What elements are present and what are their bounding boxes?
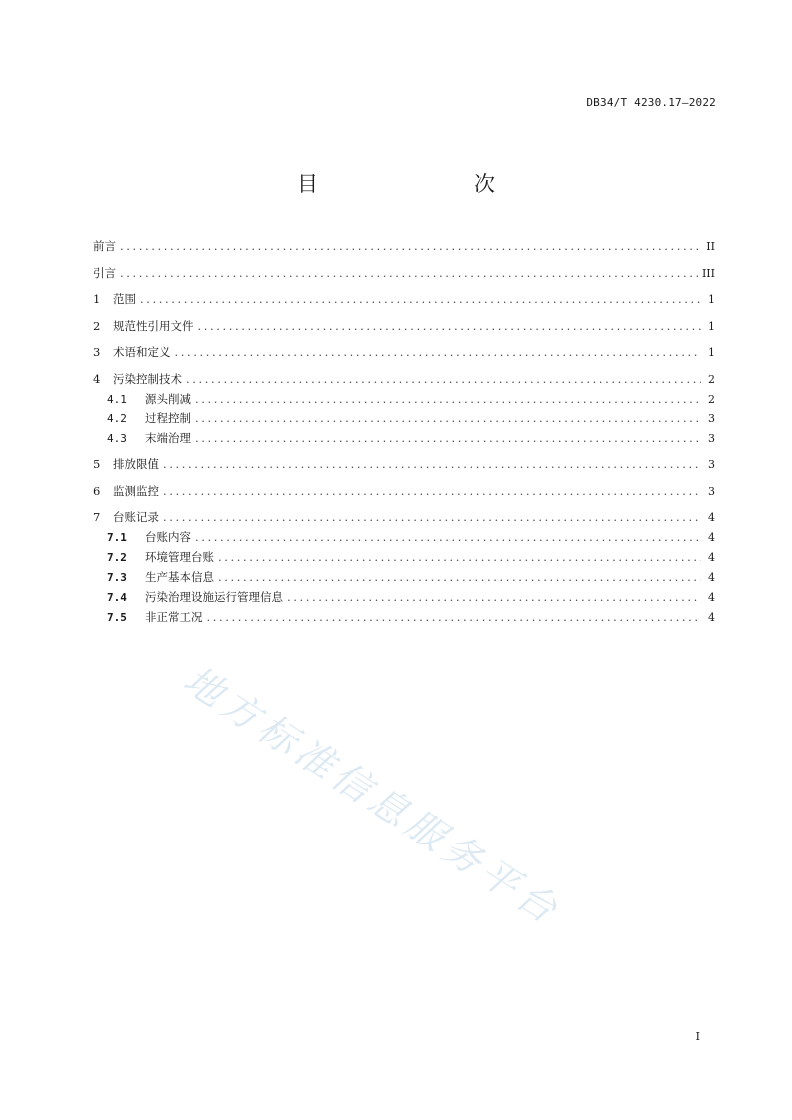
toc-entry-page: 1: [708, 346, 715, 359]
toc-entry-page: 2: [708, 372, 715, 386]
toc-entry[interactable]: [93, 238, 715, 258]
toc-entry-label: 污染控制技术: [113, 371, 182, 386]
toc-entry[interactable]: [93, 509, 715, 529]
dot-leader: [287, 590, 701, 604]
toc-entry-number: 7.1: [107, 531, 127, 545]
dot-leader: [120, 239, 701, 253]
toc-entry-label: 末端治理: [145, 431, 191, 446]
toc-entry[interactable]: [93, 483, 715, 503]
toc-entry[interactable]: [93, 391, 715, 411]
toc-entry-number: 4: [93, 371, 101, 386]
toc-entry-number: 3: [93, 345, 101, 359]
toc-entry-number: 7.3: [107, 570, 127, 584]
dot-leader: [186, 372, 701, 386]
toc-entry-page: III: [701, 266, 715, 280]
toc-entry-page: 1: [708, 293, 715, 306]
toc-entry-label: 排放限值: [113, 457, 159, 472]
toc-entry-page: 4: [708, 531, 715, 545]
dot-leader: [195, 530, 701, 544]
dot-leader: [195, 411, 701, 425]
toc-entry-number: 1: [93, 292, 101, 306]
dot-leader: [175, 345, 702, 359]
toc-entry-page: 2: [708, 392, 715, 406]
toc-entry-label: 非正常工况: [145, 609, 203, 624]
page-title: 目 次: [297, 172, 533, 196]
dot-leader: [195, 431, 701, 445]
toc-entry[interactable]: [93, 549, 715, 569]
toc-entry-number: 4.1: [107, 392, 127, 406]
toc-entry-number: 7.2: [107, 551, 127, 565]
toc-entry[interactable]: [93, 291, 715, 311]
toc-entry[interactable]: [93, 318, 715, 338]
page-number: I: [695, 1030, 700, 1043]
toc-entry-page: 3: [708, 484, 715, 498]
toc-entry-label: 源头削减: [145, 391, 191, 406]
watermark: 地方标准信息服务平台: [176, 657, 570, 935]
toc-entry-page: 4: [708, 511, 715, 525]
toc-entry-page: 4: [708, 570, 715, 584]
toc-entry-number: 4.3: [107, 432, 127, 446]
toc-entry[interactable]: [93, 430, 715, 450]
toc-entry-label: 引言: [93, 265, 116, 280]
toc-entry[interactable]: [93, 529, 715, 549]
toc-entry-page: 4: [708, 590, 715, 604]
dot-leader: [198, 319, 702, 333]
toc-entry-number: 4.2: [107, 412, 127, 426]
toc-entry[interactable]: [93, 456, 715, 476]
toc-entry-number: 7.4: [107, 590, 127, 604]
toc-entry-page: 1: [708, 319, 715, 333]
dot-leader: [120, 266, 698, 280]
toc-entry-label: 过程控制: [145, 411, 191, 426]
toc-entry-label: 污染治理设施运行管理信息: [145, 589, 283, 604]
toc-entry-page: 3: [708, 412, 715, 426]
dot-leader: [207, 610, 702, 624]
toc-entry-number: 6: [93, 483, 101, 498]
toc-entry-page: 4: [708, 610, 715, 624]
toc-entry[interactable]: [93, 589, 715, 609]
toc-entry-page: 4: [708, 551, 715, 565]
dot-leader: [218, 550, 701, 564]
toc-entry-page: 3: [708, 458, 715, 472]
toc-entry[interactable]: [93, 265, 715, 285]
toc-entry[interactable]: [93, 371, 715, 391]
dot-leader: [163, 510, 701, 524]
toc-entry-number: 5: [93, 457, 101, 472]
toc-entry-label: 监测监控: [113, 483, 159, 498]
dot-leader: [218, 570, 701, 584]
toc-entry-number: 7.5: [107, 610, 127, 624]
dot-leader: [140, 292, 701, 306]
toc-entry-number: 2: [93, 318, 101, 333]
toc-entry-label: 范围: [113, 292, 136, 306]
toc-entry-label: 规范性引用文件: [113, 318, 194, 333]
toc-entry[interactable]: [93, 569, 715, 589]
toc-entry-page: 3: [708, 432, 715, 446]
dot-leader: [195, 392, 701, 406]
toc-entry-label: 术语和定义: [113, 345, 171, 359]
toc-entry-label: 台账内容: [145, 530, 191, 545]
toc-entry[interactable]: [93, 609, 715, 629]
document-code: DB34/T 4230.17—2022: [586, 96, 716, 109]
table-of-contents: [93, 238, 715, 628]
toc-entry-label: 生产基本信息: [145, 569, 214, 584]
toc-entry[interactable]: [93, 344, 715, 364]
toc-entry[interactable]: [93, 410, 715, 430]
toc-entry-label: 前言: [93, 239, 116, 253]
toc-entry-label: 环境管理台账: [145, 550, 214, 565]
toc-entry-label: 台账记录: [113, 510, 159, 525]
toc-entry-number: 7: [93, 510, 101, 525]
dot-leader: [163, 457, 701, 471]
toc-entry-page: II: [706, 240, 715, 253]
dot-leader: [163, 484, 701, 498]
